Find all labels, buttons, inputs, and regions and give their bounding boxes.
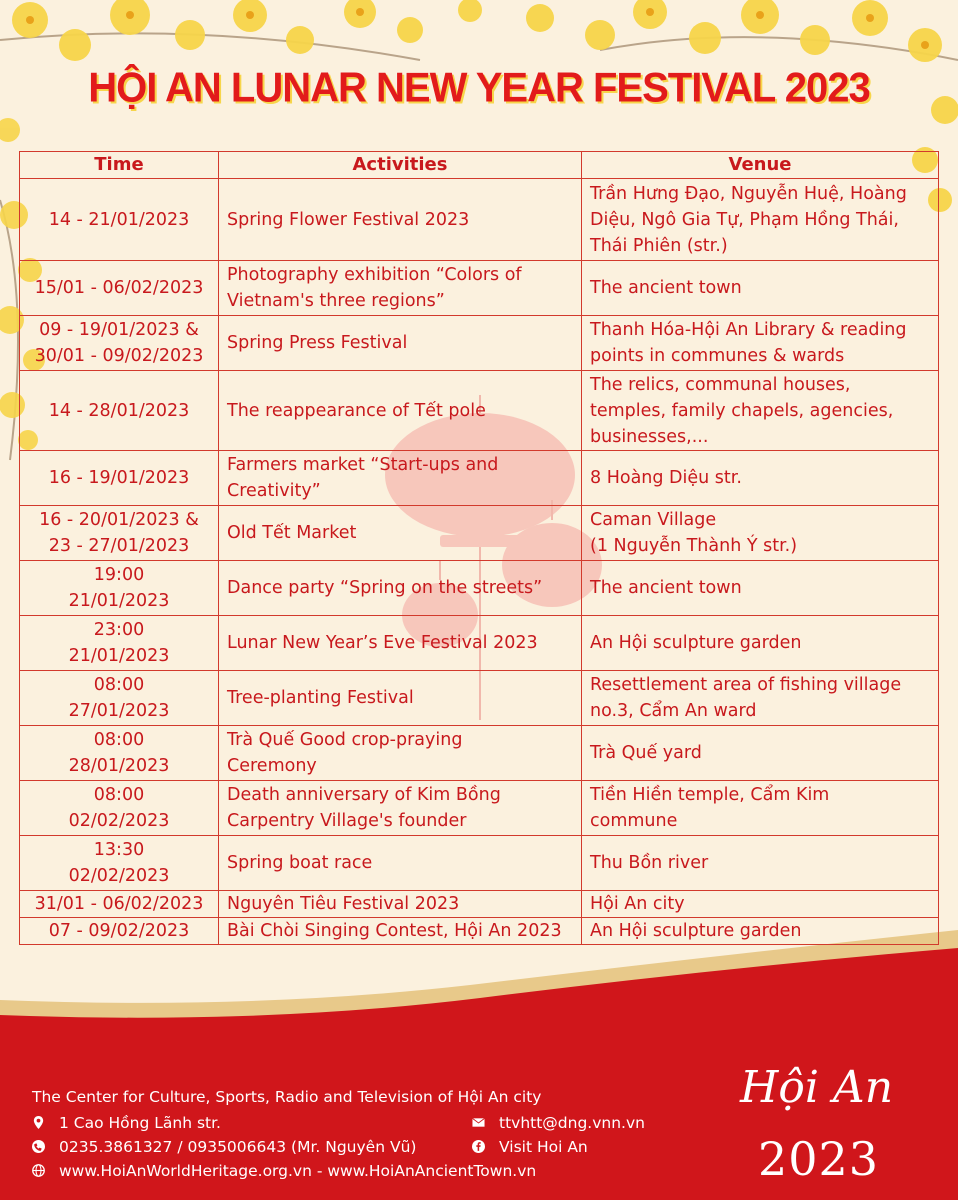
time-cell-line: 19:00	[93, 565, 145, 585]
time-cell	[20, 726, 219, 781]
activity-cell	[219, 506, 582, 561]
header-time: Time	[20, 152, 219, 179]
table-row	[20, 836, 939, 891]
activity-cell	[219, 726, 582, 781]
table-row	[20, 726, 939, 781]
activity-cell-line: Nguyên Tiêu Festival 2023	[227, 894, 460, 914]
location-pin-icon	[32, 1116, 45, 1129]
activity-cell	[219, 836, 582, 891]
time-cell-line: 08:00	[93, 730, 145, 750]
activity-cell	[219, 371, 582, 451]
facebook-icon	[472, 1140, 485, 1153]
time-cell	[20, 371, 219, 451]
venue-cell-line: Diệu, Ngô Gia Tự, Phạm Hồng Thái,	[590, 209, 899, 230]
hoian-logo-wordmark: Hội An	[740, 1062, 894, 1113]
activity-cell	[219, 451, 582, 506]
table-row	[20, 561, 939, 616]
activity-cell	[219, 891, 582, 918]
activity-cell-line: Ceremony	[227, 756, 317, 776]
venue-cell-line: Resettlement area of fishing village	[590, 675, 902, 695]
time-cell	[20, 918, 219, 945]
time-cell-line: 28/01/2023	[68, 756, 170, 776]
venue-cell	[582, 451, 939, 506]
activity-cell	[219, 316, 582, 371]
venue-cell-line: points in communes & wards	[590, 346, 845, 366]
venue-cell-line: 8 Hoàng Diệu str.	[590, 468, 742, 488]
time-cell-line: 13:30	[93, 840, 145, 860]
table-row	[20, 506, 939, 561]
table-row	[20, 371, 939, 451]
time-cell-line: 15/01 - 06/02/2023	[34, 278, 204, 298]
time-cell-line: 09 - 19/01/2023 &	[39, 320, 199, 340]
time-cell-line: 21/01/2023	[68, 591, 170, 611]
footer-phone: 0235.3861327 / 0935006643 (Mr. Nguyên Vũ)	[32, 1138, 416, 1156]
table-row	[20, 891, 939, 918]
time-cell-line: 21/01/2023	[68, 646, 170, 666]
activity-cell	[219, 616, 582, 671]
activity-cell-line: Farmers market “Start-ups and	[227, 455, 499, 475]
time-cell-line: 23 - 27/01/2023	[48, 536, 190, 556]
venue-cell-line: Thái Phiên (str.)	[590, 235, 728, 256]
activity-cell-line: Spring boat race	[227, 853, 373, 873]
logo-year: 2023	[758, 1132, 880, 1186]
venue-cell	[582, 316, 939, 371]
header-activities: Activities	[219, 152, 582, 179]
venue-cell-line: An Hội sculpture garden	[590, 921, 802, 941]
venue-cell-line: The relics, communal houses,	[590, 374, 851, 395]
mail-icon	[472, 1116, 485, 1129]
venue-cell-line: commune	[590, 811, 678, 831]
activity-cell	[219, 918, 582, 945]
activity-cell	[219, 781, 582, 836]
time-cell	[20, 671, 219, 726]
time-cell	[20, 836, 219, 891]
footer-email[interactable]: ttvhtt@dng.vnn.vn	[472, 1114, 645, 1132]
venue-cell-line: Thanh Hóa-Hội An Library & reading	[590, 320, 907, 340]
footer-facebook[interactable]: Visit Hoi An	[472, 1138, 588, 1156]
venue-cell-line: businesses,...	[590, 426, 709, 447]
time-cell-line: 08:00	[93, 675, 145, 695]
time-cell	[20, 781, 219, 836]
venue-cell	[582, 371, 939, 451]
table-row	[20, 616, 939, 671]
activity-cell-line: Old Tết Market	[227, 523, 357, 543]
venue-cell-line: Trà Quế yard	[590, 743, 702, 763]
activity-cell	[219, 561, 582, 616]
venue-cell	[582, 261, 939, 316]
venue-cell	[582, 726, 939, 781]
time-cell-line: 30/01 - 09/02/2023	[34, 346, 204, 366]
table-row	[20, 918, 939, 945]
time-cell-line: 31/01 - 06/02/2023	[34, 894, 204, 914]
time-cell-line: 07 - 09/02/2023	[48, 921, 190, 941]
activity-cell-line: Dance party “Spring on the streets”	[227, 578, 543, 598]
activity-cell	[219, 261, 582, 316]
activity-cell-line: Spring Flower Festival 2023	[227, 209, 470, 230]
venue-cell	[582, 561, 939, 616]
activity-cell-line: Creativity”	[227, 481, 321, 501]
activity-cell	[219, 671, 582, 726]
time-cell-line: 14 - 21/01/2023	[48, 209, 190, 230]
activity-cell-line: Death anniversary of Kim Bồng	[227, 785, 501, 805]
festival-schedule-table	[19, 151, 939, 945]
activity-cell-line: Vietnam's three regions”	[227, 291, 445, 311]
page-title: HỘI AN LUNAR NEW YEAR FESTIVAL 2023	[88, 64, 870, 112]
footer-address: 1 Cao Hồng Lãnh str.	[32, 1114, 221, 1132]
time-cell	[20, 261, 219, 316]
table-row	[20, 316, 939, 371]
venue-cell	[582, 671, 939, 726]
activity-cell-line: Spring Press Festival	[227, 333, 408, 353]
time-cell	[20, 179, 219, 261]
table-row	[20, 179, 939, 261]
venue-cell-line: The ancient town	[590, 278, 742, 298]
activity-cell-line: Bài Chòi Singing Contest, Hội An 2023	[227, 921, 562, 941]
venue-cell-line: Tiền Hiền temple, Cẩm Kim	[590, 785, 830, 805]
venue-cell	[582, 506, 939, 561]
activity-cell-line: Trà Quế Good crop-praying	[227, 730, 463, 750]
time-cell-line: 02/02/2023	[68, 866, 170, 886]
venue-cell	[582, 836, 939, 891]
table-header-row	[20, 152, 939, 179]
venue-cell	[582, 918, 939, 945]
time-cell-line: 14 - 28/01/2023	[48, 400, 190, 421]
table-row	[20, 451, 939, 506]
venue-cell-line: Thu Bồn river	[590, 853, 709, 873]
time-cell	[20, 451, 219, 506]
globe-icon	[32, 1164, 45, 1177]
table-row	[20, 261, 939, 316]
venue-cell	[582, 781, 939, 836]
activity-cell	[219, 179, 582, 261]
time-cell	[20, 506, 219, 561]
venue-cell-line: Caman Village	[590, 510, 717, 530]
venue-cell-line: temples, family chapels, agencies,	[590, 400, 894, 421]
time-cell-line: 16 - 19/01/2023	[48, 468, 190, 488]
time-cell-line: 08:00	[93, 785, 145, 805]
activity-cell-line: Carpentry Village's founder	[227, 811, 467, 831]
time-cell	[20, 616, 219, 671]
venue-cell	[582, 616, 939, 671]
time-cell	[20, 316, 219, 371]
venue-cell	[582, 891, 939, 918]
venue-cell-line: The ancient town	[590, 578, 742, 598]
venue-cell-line: An Hội sculpture garden	[590, 633, 802, 653]
venue-cell-line: Hội An city	[590, 894, 685, 914]
time-cell-line: 23:00	[93, 620, 145, 640]
activity-cell-line: Tree-planting Festival	[227, 688, 414, 708]
footer-website[interactable]: www.HoiAnWorldHeritage.org.vn - www.HoiAnAncientTown.vn	[32, 1162, 536, 1180]
time-cell-line: 27/01/2023	[68, 701, 170, 721]
activity-cell-line: Lunar New Year’s Eve Festival 2023	[227, 633, 538, 653]
time-cell	[20, 891, 219, 918]
time-cell-line: 16 - 20/01/2023 &	[39, 510, 199, 530]
activity-cell-line: Photography exhibition “Colors of	[227, 265, 522, 285]
footer-org: The Center for Culture, Sports, Radio and Television of Hội An city	[32, 1088, 542, 1106]
venue-cell-line: Trần Hưng Đạo, Nguyễn Huệ, Hoàng	[590, 183, 907, 204]
table-row	[20, 781, 939, 836]
header-venue: Venue	[582, 152, 939, 179]
venue-cell-line: (1 Nguyễn Thành Ý str.)	[590, 536, 798, 556]
activity-cell-line: The reappearance of Tết pole	[227, 400, 486, 421]
venue-cell-line: no.3, Cẩm An ward	[590, 701, 757, 721]
time-cell-line: 02/02/2023	[68, 811, 170, 831]
table-row	[20, 671, 939, 726]
time-cell	[20, 561, 219, 616]
phone-icon	[32, 1140, 45, 1153]
venue-cell	[582, 179, 939, 261]
